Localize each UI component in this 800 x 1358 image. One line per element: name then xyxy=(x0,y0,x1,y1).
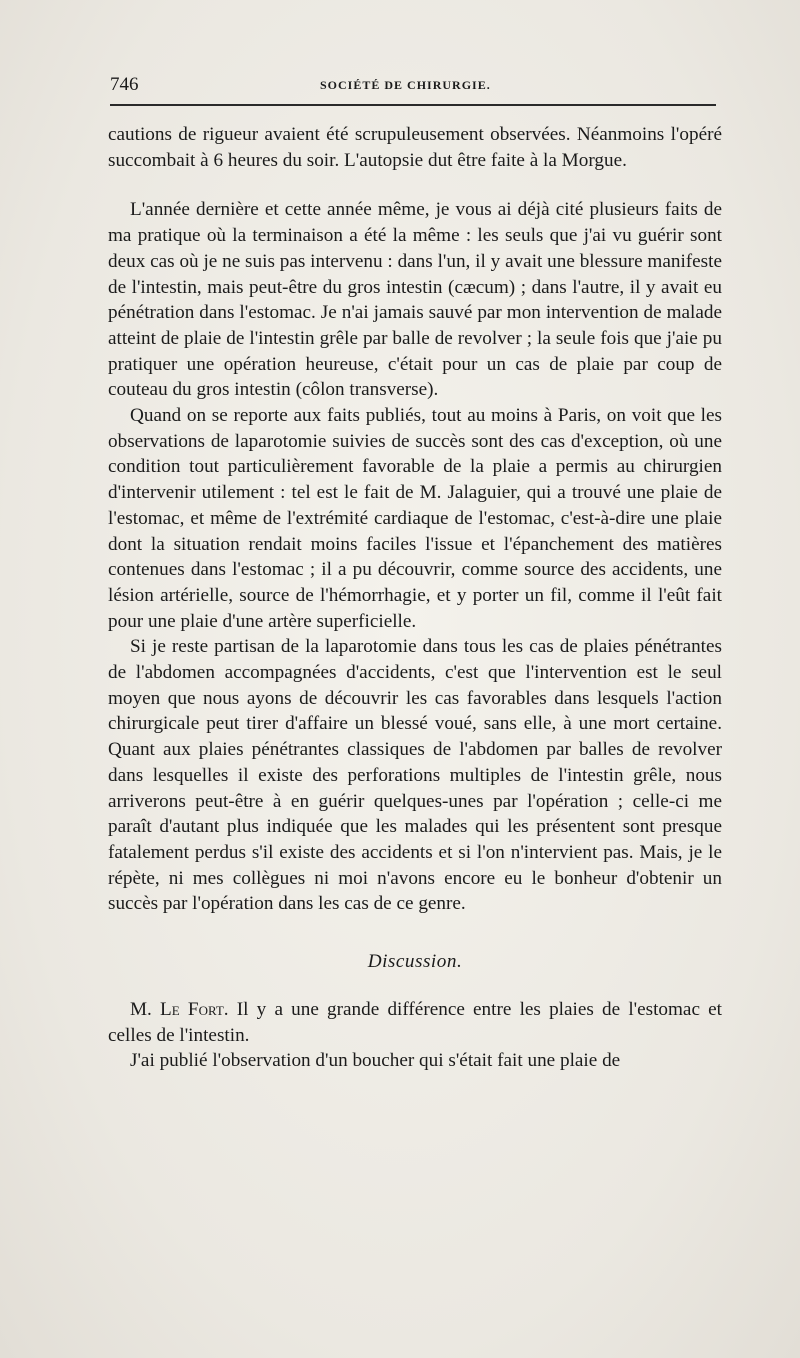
page-header xyxy=(110,74,716,98)
body-text xyxy=(108,122,722,1074)
paragraph-2: L'année dernière et cette année même, je vous ai déjà cité plusieurs faits de ma pratique où la terminaison a été la même : les seuls que j'ai vu guérir sont deux cas où je ne suis pas intervenu : dans l'un, il y avait une blessure manifeste de l'intestin, mais peut-être du gros intestin (cæcum) ; dans l'autre, il y avait eu pénétration dans l'estomac. Je n'ai jamais sauvé par mon intervention de malade atteint de plaie de l'intestin grêle par balle de revolver ; la seule fois que j'aie pu pratiquer une opération heureuse, c'était pour un cas de plaie par coup de couteau du gros intestin (côlon transverse). xyxy=(108,199,722,401)
paragraph-1: cautions de rigueur avaient été scrupuleusement observées. Néanmoins l'opéré succombait à 6 heures du soir. L'autopsie dut être faite à la Morgue. xyxy=(108,124,722,171)
header-rule xyxy=(110,104,716,106)
running-title: SOCIÉTÉ DE CHIRURGIE. xyxy=(320,78,491,92)
page-number: 746 xyxy=(110,74,139,95)
paragraph-5-text: Il y a une grande différence entre les plaies de l'estomac et celles de l'intestin. xyxy=(108,998,723,1046)
paragraph-5 xyxy=(108,997,722,1048)
paragraph-4: Si je reste partisan de la laparotomie dans tous les cas de plaies pénétrantes de l'abdomen accompagnées d'accidents, c'est que l'intervention est le seul moyen que nous ayons de découvrir les cas favorables dans lesquels l'action chirurgicale peut tirer d'affaire un blessé voué, sans elle, à une mort certaine. Quant aux plaies pénétrantes classiques de l'abdomen par balles de revolver dans lesquelles il existe des perforations multiples de l'intestin grêle, nous arriverons peut-être à en guérir quelques-unes par l'opération ; celle-ci me paraît d'autant plus indiquée que les malades qui les présentent sont presque fatalement perdus s'il existe des accidents et si l'on n'intervient pas. Mais, je le répète, ni mes collègues ni moi n'avons encore eu le bonheur d'obtenir un succès par l'opération dans les cas de ce genre. xyxy=(108,636,722,915)
discussion-heading: Discussion. xyxy=(367,951,463,973)
paragraph-3: Quand on se reporte aux faits publiés, tout au moins à Paris, on voit que les observations de laparotomie suivies de succès sont des cas d'exception, où une condition tout particulièrement favorable de la plaie a permis au chirurgien d'intervenir utilement : tel est le fait de M. Jalaguier, qui a trouvé une plaie de l'estomac, et même de l'extrémité cardiaque de l'estomac, c'est-à-dire une plaie dont la situation rendait moins faciles l'issue et l'épanchement des matières contenues dans l'estomac ; il a pu découvrir, comme source des accidents, une lésion artérielle, source de l'hémorrhagie, et y porter un fil, comme il l'eût fait pour une plaie d'une artère superficielle. xyxy=(108,405,722,632)
speaker-name: M. Le Fort. xyxy=(130,998,229,1020)
paragraph-6: J'ai publié l'observation d'un boucher qui s'était fait une plaie de xyxy=(130,1050,621,1072)
